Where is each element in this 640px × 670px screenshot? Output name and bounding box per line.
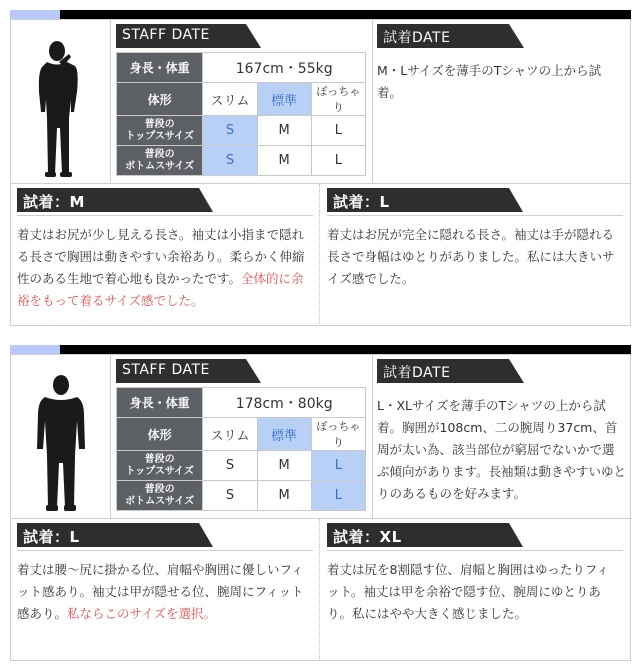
tops-size-m: M	[257, 116, 311, 146]
staff-photo	[11, 20, 111, 183]
tops-size-m: M	[257, 451, 311, 481]
trial-m-underline	[17, 215, 313, 216]
tops-size-label	[117, 451, 203, 481]
man-silhouette-phone-icon	[33, 40, 89, 178]
trial-l-highlight: 私ならこのサイズを選択。	[67, 606, 217, 621]
spec-section	[116, 359, 366, 511]
trial-l-title: 試着：L	[23, 528, 80, 546]
trial-m-title: 試着：M	[23, 193, 85, 211]
tops-size-label	[117, 116, 203, 146]
bottoms-size-label-1: 普段の	[144, 148, 175, 160]
bottoms-size-row	[117, 481, 366, 511]
trial-l-title: 試着：L	[333, 193, 390, 211]
trial-panel	[10, 184, 631, 326]
fitting-date-header	[377, 359, 524, 383]
trial-panel	[10, 519, 631, 661]
height-weight-value: 178cm・80kg	[203, 388, 366, 418]
tops-size-label-1: 普段の	[144, 453, 175, 465]
top-bar	[10, 345, 631, 354]
fitting-note-text: M・Lサイズを薄手のTシャツの上から試着。	[377, 63, 602, 100]
body-type-slim: スリム	[203, 83, 257, 116]
trial-l	[13, 523, 313, 625]
fitting-date-title: 試着DATE	[383, 365, 451, 381]
trial-l-header	[17, 523, 213, 547]
height-weight-value: 167cm・55kg	[203, 53, 366, 83]
spec-table	[116, 52, 366, 176]
body-type-row	[117, 83, 366, 116]
staff-date-title: STAFF DATE	[122, 362, 210, 378]
body-type-row	[117, 418, 366, 451]
bottoms-size-row	[117, 146, 366, 176]
trial-l-body: 着丈は腰〜尻に掛かる位、肩幅や胸囲に優しいフィット感あり。袖丈は甲が隠せる位、腕周にフィット感あり。	[17, 562, 304, 621]
tops-size-label-1: 普段の	[144, 118, 175, 130]
staff-date-header	[116, 24, 261, 48]
body-type-chubby: ぽっちゃり	[311, 83, 365, 116]
height-weight-label: 身長・体重	[117, 53, 203, 83]
top-bar	[10, 10, 631, 19]
trial-divider	[319, 184, 320, 324]
bottoms-size-m: M	[257, 146, 311, 176]
trial-xl	[323, 523, 623, 625]
trial-xl-underline	[327, 550, 623, 551]
tops-size-label-2: トップスサイズ	[125, 130, 194, 142]
trial-m-body: 着丈はお尻が少し見える長さ。袖丈は小指まで隠れる長さで胸囲は動きやすい余裕あり。柔らかく伸縮性のある生地で着心地も良かったです。	[17, 227, 305, 286]
body-type-standard: 標準	[257, 418, 311, 451]
body-type-standard: 標準	[257, 83, 311, 116]
staff-date-title: STAFF DATE	[122, 27, 210, 43]
tops-size-l: L	[311, 116, 365, 146]
man-silhouette-icon	[33, 375, 89, 513]
fitting-note-text: L・XLサイズを薄手のTシャツの上から試着。胸囲が108cm、二の腕周り37cm、首周が太い為、該当部位が窮屈でないかで選ぶ傾向があります。長袖類は動きやすいゆとりのあるものを好みます。	[377, 398, 627, 501]
trial-l-text: 着丈はお尻が完全に隠れる長さ。袖丈は手が隠れる長さで身幅はゆとりがありました。私には大きいサイズ感でした。	[327, 227, 615, 286]
body-type-chubby: ぽっちゃり	[311, 418, 365, 451]
bottoms-size-l: L	[311, 481, 365, 511]
fitting-date-title: 試着DATE	[383, 30, 451, 46]
tops-size-s: S	[203, 451, 257, 481]
trial-m-text	[17, 224, 309, 312]
bottoms-size-l: L	[311, 146, 365, 176]
staff-block-2	[10, 345, 631, 661]
bottoms-size-s: S	[203, 481, 257, 511]
bottoms-size-label	[117, 146, 203, 176]
bottoms-size-m: M	[257, 481, 311, 511]
trial-divider	[319, 519, 320, 659]
tops-size-row	[117, 116, 366, 146]
tops-size-l: L	[311, 451, 365, 481]
trial-l	[323, 188, 623, 290]
fitting-date-header	[377, 24, 524, 48]
fitting-note	[372, 355, 630, 518]
body-type-label: 体形	[117, 418, 203, 451]
body-type-label: 体形	[117, 83, 203, 116]
bottoms-size-label-2: ボトムスサイズ	[125, 160, 195, 172]
body-type-slim: スリム	[203, 418, 257, 451]
bottoms-size-label	[117, 481, 203, 511]
tops-size-s: S	[203, 116, 257, 146]
trial-m-highlight: 全体的に余裕をもって着るサイズ感でした。	[17, 271, 304, 308]
top-bar-accent	[10, 10, 60, 19]
staff-block-1	[10, 10, 631, 326]
spec-table	[116, 387, 366, 511]
bottoms-size-s: S	[203, 146, 257, 176]
staff-info-panel	[10, 19, 631, 184]
spec-section	[116, 24, 366, 176]
bottoms-size-label-2: ボトムスサイズ	[125, 495, 195, 507]
trial-m	[13, 188, 313, 312]
staff-info-panel	[10, 354, 631, 519]
staff-photo	[11, 355, 111, 518]
trial-xl-title: 試着：XL	[333, 528, 402, 546]
staff-date-header	[116, 359, 261, 383]
height-weight-row	[117, 53, 366, 83]
top-bar-accent	[10, 345, 60, 354]
trial-xl-header	[327, 523, 523, 547]
tops-size-row	[117, 451, 366, 481]
tops-size-label-2: トップスサイズ	[125, 465, 194, 477]
trial-m-header	[17, 188, 213, 212]
bottoms-size-label-1: 普段の	[144, 483, 175, 495]
height-weight-label: 身長・体重	[117, 388, 203, 418]
trial-l-underline	[17, 550, 313, 551]
height-weight-row	[117, 388, 366, 418]
trial-l-underline	[327, 215, 623, 216]
fitting-note	[372, 20, 630, 183]
trial-l-header	[327, 188, 523, 212]
trial-l-text	[17, 559, 309, 625]
trial-xl-text: 着丈は尻を8割隠す位、肩幅と胸囲はゆったりフィット。袖丈は甲を余裕で隠す位、腕周にゆとりあり。私にはやや大きく感じました。	[327, 562, 609, 621]
